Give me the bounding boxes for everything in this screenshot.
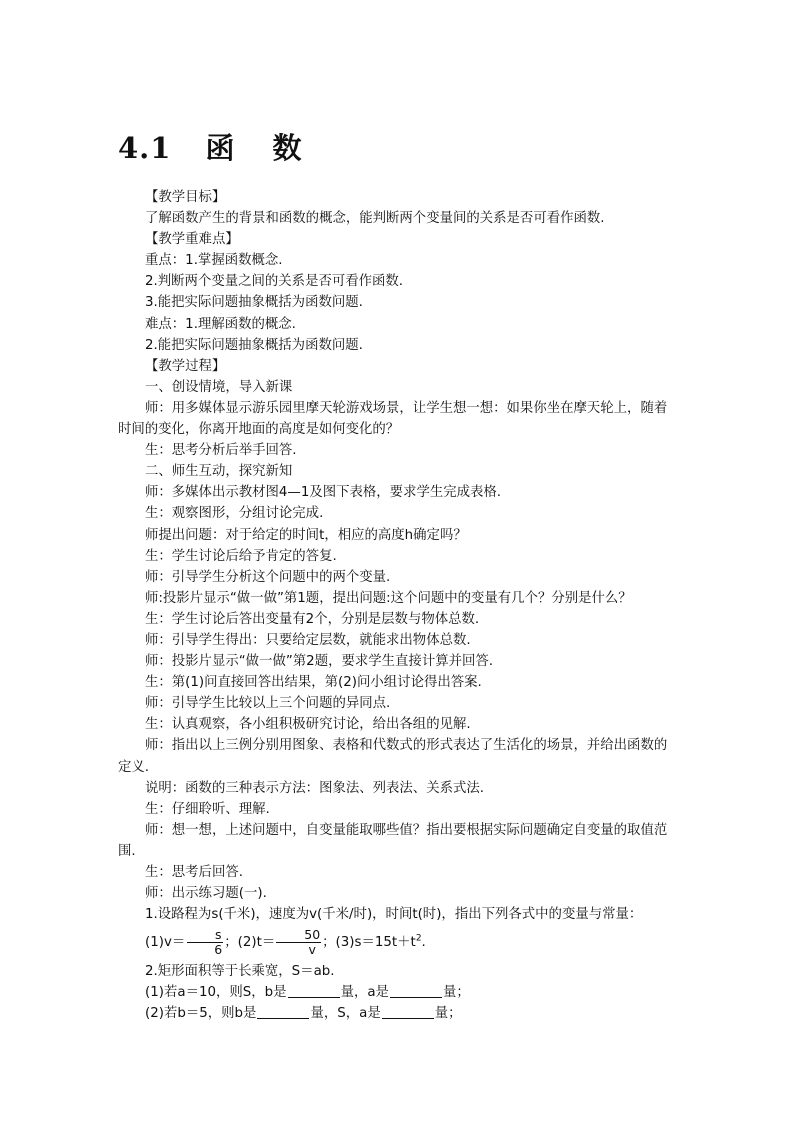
text-line: 1.设路程为s(千米)，速度为v(千米/时)，时间t(时)，指出下列各式中的变量与常量： bbox=[145, 907, 643, 923]
text-line: 师：多媒体出示教材图4—1及图下表格，要求学生完成表格. bbox=[145, 485, 502, 501]
text-line: 生：学生讨论后答出变量有2个，分别是层数与物体总数. bbox=[145, 611, 480, 627]
text-line: 重点：1.掌握函数概念. bbox=[145, 253, 283, 269]
text-line: 难点：1.理解函数的概念. bbox=[145, 316, 296, 332]
section-title: 函 数 bbox=[205, 131, 316, 165]
text-line: 师提出问题：对于给定的时间t，相应的高度h确定吗？ bbox=[145, 527, 467, 543]
text-line: 2.矩形面积等于长乘宽，S＝ab. bbox=[145, 964, 335, 980]
fraction: $\frac{s}{6}$ bbox=[186, 928, 223, 957]
text-line: 师：投影片显示“做一做”第2题，要求学生直接计算并回答. bbox=[145, 654, 494, 670]
text-line: 师:投影片显示“做一做”第1题，提出问题:这个问题中的变量有几个？分别是什么？ bbox=[145, 590, 632, 606]
text-line: 了解函数产生的背景和函数的概念，能判断两个变量间的关系是否可看作函数. bbox=[145, 211, 605, 227]
answer-blank[interactable] bbox=[288, 984, 340, 998]
document-body bbox=[118, 187, 680, 1025]
text-line: 生：学生讨论后给予肯定的答复. bbox=[145, 548, 337, 564]
text-line: 一、创设情境，导入新课 bbox=[145, 379, 293, 395]
text-line: 师：引导学生分析这个问题中的两个变量. bbox=[145, 569, 391, 585]
formula-line: (1)v＝ $\frac{s}{6}$ ；(2)t＝ $\frac{50}{v}$ ；$(3)s=15t+t^2$. bbox=[145, 926, 426, 957]
heading-objectives: 【教学目标】 bbox=[145, 190, 226, 205]
heading-key-points: 【教学重难点】 bbox=[145, 232, 239, 248]
text-line: 生：第(1)问直接回答出结果，第(2)问小组讨论得出答案. bbox=[145, 675, 482, 691]
answer-blank[interactable] bbox=[390, 984, 442, 998]
exercise-line: (1)若a＝10，则S，b是 量，a是 量； bbox=[145, 985, 470, 1001]
text-line: 师：出示练习题(一). bbox=[145, 886, 267, 902]
text-line: 2.判断两个变量之间的关系是否可看作函数. bbox=[145, 274, 404, 290]
text-line: 二、师生互动，探究新知 bbox=[145, 464, 293, 480]
heading-process: 【教学过程】 bbox=[145, 358, 226, 374]
exercise-line: (2)若b＝5，则b是 量，S，a是 量； bbox=[145, 1006, 462, 1022]
text-line: 2.能把实际问题抽象概括为函数问题. bbox=[145, 337, 363, 353]
text-line: 生：思考分析后举手回答. bbox=[145, 443, 297, 459]
text-line: 师：用多媒体显示游乐园里摩天轮游戏场景，让学生想一想：如果你坐在摩天轮上，随着时间的变化，你离开地面的高度是如何变化的？ bbox=[118, 400, 668, 438]
fraction: $\frac{50}{v}$ bbox=[276, 928, 321, 957]
text-line: 生：观察图形，分组讨论完成. bbox=[145, 506, 324, 522]
text-line: 师：指出以上三例分别用图象、表格和代数式的形式表达了生活化的场景，并给出函数的定义. bbox=[118, 738, 668, 775]
section-number: 4.1 bbox=[118, 131, 172, 165]
text-line: 生：认真观察，各小组积极研究讨论，给出各组的见解. bbox=[145, 717, 471, 733]
answer-blank[interactable] bbox=[382, 1005, 434, 1019]
page-title bbox=[118, 126, 316, 167]
text-line: 师：想一想，上述问题中，自变量能取哪些值？指出要根据实际问题确定自变量的取值范围. bbox=[118, 822, 668, 859]
text-line: 师：引导学生得出：只要给定层数，就能求出物体总数. bbox=[145, 632, 471, 648]
text-line: 师：引导学生比较以上三个问题的异同点. bbox=[145, 696, 391, 712]
text-line: 说明：函数的三种表示方法：图象法、列表法、关系式法. bbox=[145, 780, 485, 796]
text-line: 3.能把实际问题抽象概括为函数问题. bbox=[145, 295, 363, 311]
answer-blank[interactable] bbox=[257, 1005, 309, 1019]
text-line: 生：仔细聆听、理解. bbox=[145, 801, 270, 817]
text-line: 生：思考后回答. bbox=[145, 865, 243, 880]
